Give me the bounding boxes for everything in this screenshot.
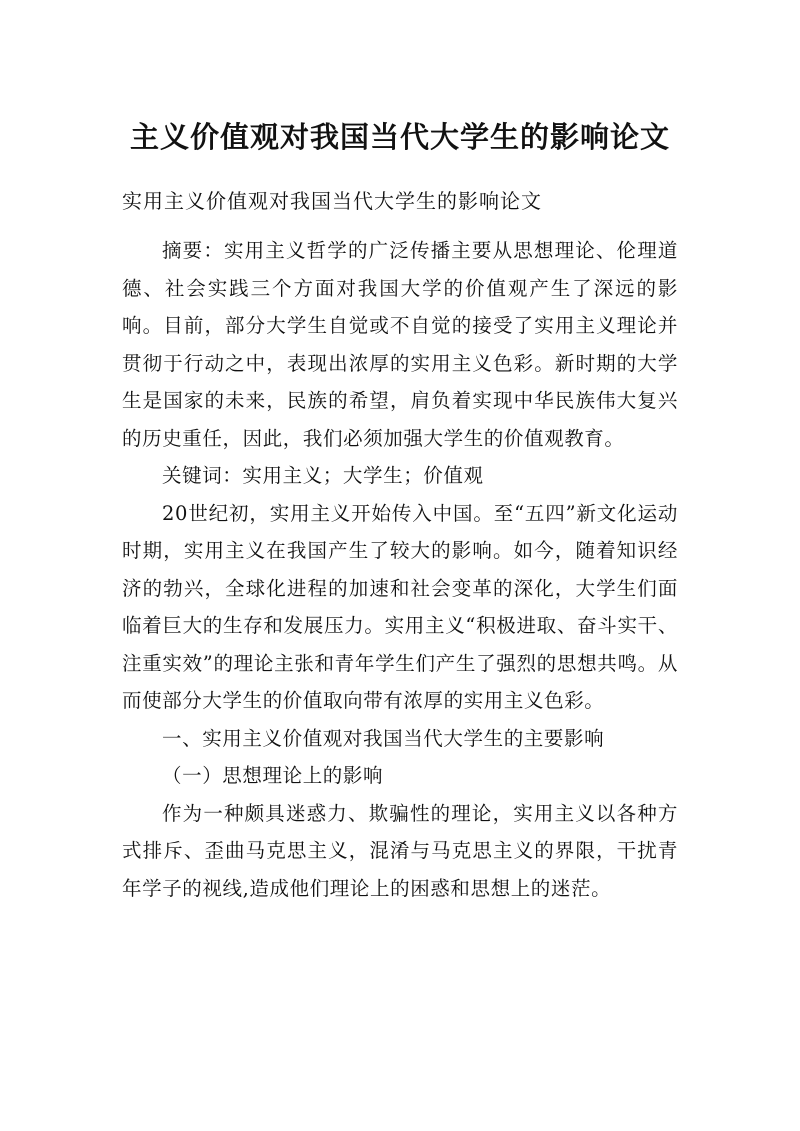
intro-paragraph: 20世纪初，实用主义开始传入中国。至“五四”新文化运动时期，实用主义在我国产生了较大的影响。如今，随着知识经济的勃兴，全球化进程的加速和社会变革的深化，大学生们面临着巨大的生存和发展压力。实用主义“积极进取、奋斗实干、注重实效”的理论主张和青年学生们产生了强烈的思想共鸣。从而使部分大学生的价值取向带有浓厚的实用主义色彩。	[122, 501, 678, 712]
body-paragraph: 作为一种颇具迷惑力、欺骗性的理论，实用主义以各种方式排斥、歪曲马克思主义，混淆与马克思主义的界限，干扰青年学子的视线,造成他们理论上的困惑和思想上的迷茫。	[122, 801, 678, 900]
keywords-paragraph: 关键词：实用主义；大学生；价值观	[162, 464, 484, 487]
document-subtitle: 实用主义价值观对我国当代大学生的影响论文	[122, 189, 542, 213]
subsection-heading: （一）思想理论上的影响	[162, 764, 384, 787]
abstract-paragraph: 摘要：实用主义哲学的广泛传播主要从思想理论、伦理道德、社会实践三个方面对我国大学的价值观产生了深远的影响。目前，部分大学生自觉或不自觉的接受了实用主义理论并贯彻于行动之中，表现出浓厚的实用主义色彩。新时期的大学生是国家的未来，民族的希望，肩负着实现中华民族伟大复兴的历史重任，因此，我们必须加强大学生的价值观教育。	[122, 239, 678, 450]
section-heading: 一、实用主义价值观对我国当代大学生的主要影响	[162, 726, 605, 750]
document-title: 主义价值观对我国当代大学生的影响论文	[129, 120, 670, 155]
document-body	[122, 232, 678, 907]
